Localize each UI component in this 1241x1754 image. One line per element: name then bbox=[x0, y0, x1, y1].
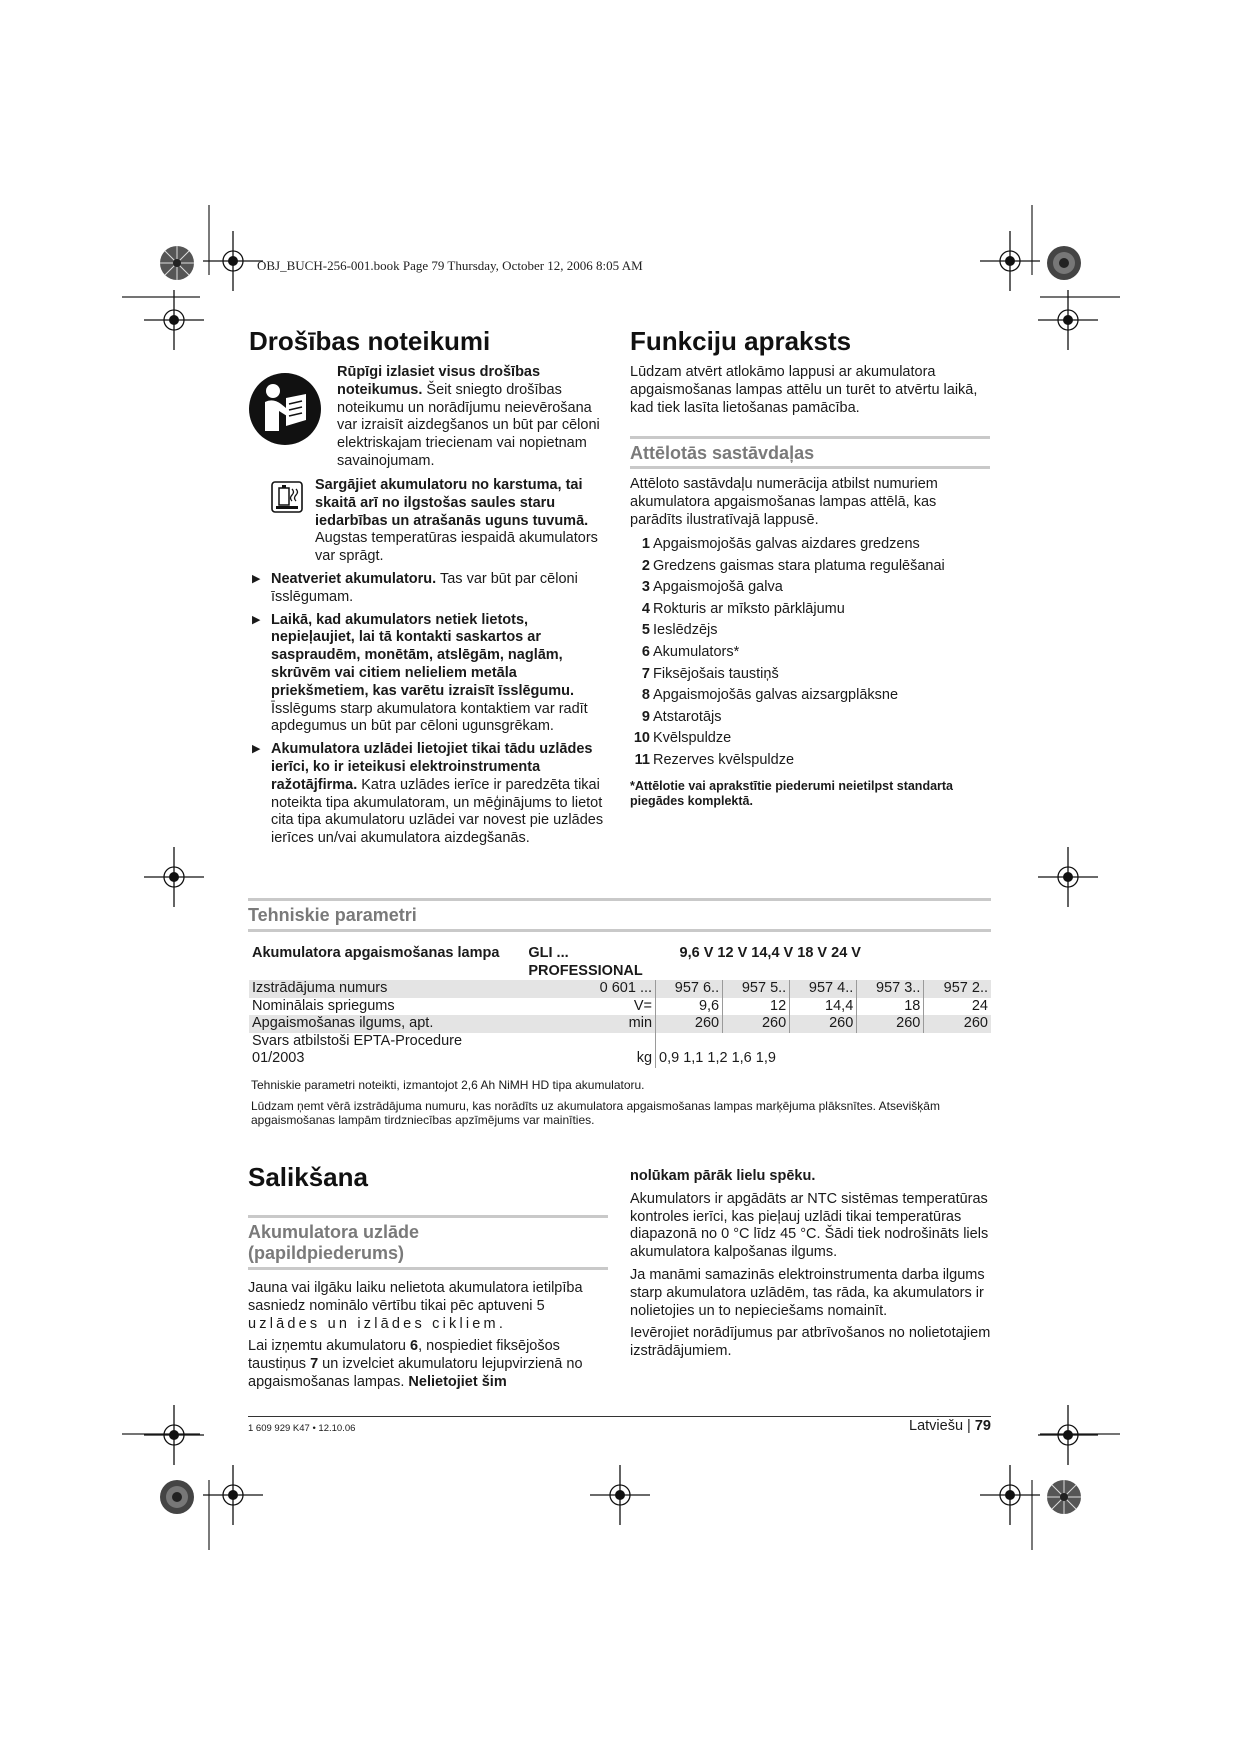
parts-item: 4 Rokturis ar mīksto pārklājumu bbox=[641, 600, 845, 617]
registration-mark-bottom-right bbox=[980, 1465, 1040, 1525]
parts-item: 7 Fiksējošais taustiņš bbox=[641, 665, 779, 682]
assembly-title: Salikšana bbox=[248, 1162, 368, 1192]
charging-text-right: nolūkam pārāk lielu spēku. Akumulators ir apgādāts ar NTC sistēmas temperatūras kontroles ierīci, kas pieļauj uzlādi tikai temperatūras diapazonā no 0 °C līdz 45 °C. Šādi tiek nodrošināts liels akumulatora kalpošanas ilgums. Ja manāmi samazinās elektroinstrumenta darba ilgums starp akumulatora uzlādēm, tas rāda, ka akumulators ir nolietojies un to nepieciešams nomainīt. Ievērojiet norādījumus par atbrīvošanos no nolietotajiem izstrādājumiem. bbox=[630, 1168, 991, 1360]
print-slug: OBJ_BUCH-256-001.book Page 79 Thursday, October 12, 2006 8:05 AM bbox=[257, 258, 643, 273]
tech-row: Nominālais spriegums V= 9,6 12 14,4 18 24 bbox=[249, 998, 991, 1016]
safety-bullet bbox=[251, 741, 611, 848]
tech-row: Apgaismošanas ilgums, apt. min 260 260 260 260 260 bbox=[249, 1015, 991, 1033]
safety-warning-text: Šeit sniegto drošības noteikumu un norādījumu neievērošana var izraisīt aizdegšanos un būt par cēloni elektriskajam triecienam vai nopietnam savainojumam. bbox=[337, 381, 600, 469]
footer-rule bbox=[248, 1416, 991, 1417]
read-manual-icon bbox=[248, 372, 322, 446]
registration-mark-left-lower bbox=[144, 1405, 204, 1465]
bullet-text: Tas var būt par cēloni īsslēgumam. bbox=[271, 571, 578, 605]
registration-mark-right-upper bbox=[1038, 290, 1098, 350]
tech-note-1: Tehniskie parametri noteikti, izmantojot 2,6 Ah NiMH HD tipa akumulatoru. bbox=[251, 1078, 645, 1092]
parts-item: 3 Apgaismojošā galva bbox=[641, 579, 783, 596]
registration-mark-left-upper bbox=[144, 290, 204, 350]
safety-title: Drošības noteikumi bbox=[249, 326, 491, 356]
registration-mark-right-lower bbox=[1038, 1405, 1098, 1465]
tech-voltage-header: 9,6 V 12 V 14,4 V 18 V 24 V bbox=[679, 945, 861, 961]
tech-model-label: GLI ... PROFESSIONAL bbox=[528, 945, 643, 979]
color-wheel-bottom-left bbox=[158, 1478, 196, 1516]
parts-footnote: *Attēlotie vai aprakstītie piederumi neietilpst standarta piegādes komplektā. bbox=[630, 779, 954, 808]
bullet-arrow-icon: ▶ bbox=[252, 613, 261, 626]
tech-rule-bottom bbox=[248, 929, 991, 932]
registration-mark-left-middle bbox=[144, 847, 204, 907]
parts-item: 11 Rezerves kvēlspuldze bbox=[634, 751, 795, 768]
safety-bullet bbox=[251, 612, 611, 737]
bullet-bold: Akumulatora uzlādei lietojiet tikai tādu uzlādes ierīci, ko ir ieteikusi elektroinstrumenta ražotājfirma. bbox=[271, 741, 593, 793]
parts-item: 8 Apgaismojošās galvas aizsargplāksne bbox=[641, 687, 899, 704]
color-wheel-top-right bbox=[1045, 244, 1083, 282]
parts-item: 2 Gredzens gaismas stara platuma regulēšanai bbox=[641, 557, 945, 574]
registration-mark-top-left bbox=[203, 231, 263, 291]
tech-rule-top bbox=[248, 898, 991, 901]
registration-mark-bottom-left bbox=[203, 1465, 263, 1525]
parts-item: 1 Apgaismojošās galvas aizdares gredzens bbox=[641, 536, 920, 552]
safety-warning-bold: Rūpīgi izlasiet visus drošības noteikumus. bbox=[337, 364, 541, 398]
registration-mark-right-middle bbox=[1038, 847, 1098, 907]
parts-item: 10 Kvēlspuldze bbox=[633, 730, 732, 747]
parts-heading: Attēlotās sastāvdaļas bbox=[630, 443, 815, 463]
color-wheel-bottom-right bbox=[1045, 1478, 1083, 1516]
safety-heat-warning bbox=[315, 477, 611, 566]
tech-row: Izstrādājuma numurs 0 601 ... 957 6.. 957 5.. 957 4.. 957 3.. 957 2.. bbox=[249, 980, 991, 998]
bullet-arrow-icon: ▶ bbox=[252, 573, 261, 585]
tech-header-row bbox=[249, 945, 991, 980]
color-wheel-top-left bbox=[158, 244, 196, 282]
registration-mark-top-right bbox=[980, 231, 1040, 291]
tech-table bbox=[249, 945, 991, 1068]
functions-intro: Lūdzam atvērt atlokāmo lappusi ar akumulatora apgaismošanas lampas attēlu un turēt to atvērtu laikā, kad tiek lasīta lietošanas pamācība. bbox=[630, 364, 978, 416]
bullet-bold: Laikā, kad akumulators netiek lietots, nepieļaujiet, lai tā kontakti saskartos ar saspraudēm, monētām, atslēgām, naglām, skrūvēm vai citiem nelieliem metāla priekšmetiem, kas varētu izraisīt īsslēgumu. bbox=[271, 611, 575, 699]
bullet-bold: Neatveriet akumulatoru. bbox=[271, 571, 437, 587]
bullet-text: Katra uzlādes ierīce ir paredzēta tikai noteikta tipa akumulatoram, un mēģinājums to lietot cita tipa akumulatoru uzlādei var novest pie uzlādes ierīces un/vai akumulatora aizdegšanās. bbox=[271, 776, 604, 847]
parts-list bbox=[630, 534, 990, 772]
tech-heading: Tehniskie parametri bbox=[248, 905, 417, 925]
footer-page: Latviešu | 79 bbox=[909, 1418, 991, 1434]
charging-rule-top bbox=[248, 1215, 608, 1218]
charging-heading: Akumulatora uzlāde (papildpiederums) bbox=[248, 1222, 420, 1263]
tech-product-label: Akumulatora apgaismošanas lampa bbox=[252, 945, 500, 961]
registration-mark-bottom-center bbox=[590, 1465, 650, 1525]
parts-rule-top bbox=[630, 436, 990, 439]
heat-battery-icon bbox=[270, 479, 310, 515]
charging-rule-bottom bbox=[248, 1267, 608, 1270]
safety-bullets bbox=[251, 571, 611, 853]
safety-heat-bold: Sargājiet akumulatoru no karstuma, tai skaitā arī no ilgstošas saules staru iedarbības un atrašanās uguns tuvumā. bbox=[315, 477, 589, 529]
parts-rule-bottom bbox=[630, 466, 990, 469]
tech-note-2: Lūdzam ņemt vērā izstrādājuma numuru, kas norādīts uz akumulatora apgaismošanas lampas marķējuma plāksnītes. Atsevišķām apgaismošanas lampām tirdzniecības apzīmējums var mainīties. bbox=[251, 1099, 940, 1127]
parts-item: 5 Ieslēdzējs bbox=[641, 622, 718, 639]
charging-text: Jauna vai ilgāku laiku nelietota akumulatora ietilpība sasniedz nominālo vērtību tikai pēc aptuveni 5 uzlādes un izlādes cikliem. Lai izņemtu akumulatoru 6, nospiediet fiksējošos taustiņus 7 un izvelciet akumulatoru lejupvirzienā no apgaismošanas lampas. Nelietojiet šim bbox=[248, 1280, 583, 1390]
tech-weight-row: Svars atbilstoši EPTA-Procedure 01/2003 kg 0,9 1,1 1,2 1,6 1,9 bbox=[249, 1033, 991, 1068]
parts-intro: Attēloto sastāvdaļu numerācija atbilst numuriem akumulatora apgaismošanas lampas attēlā, kas parādīts ilustratīvajā lappusē. bbox=[630, 476, 938, 528]
functions-title: Funkciju apraksts bbox=[630, 326, 852, 356]
parts-item: 6 Akumulators* bbox=[641, 643, 740, 660]
safety-heat-text: Augstas temperatūras iespaidā akumulators var sprāgt. bbox=[315, 530, 598, 565]
safety-bullet bbox=[251, 571, 611, 607]
footer-code: 1 609 929 K47 • 12.10.06 bbox=[248, 1423, 356, 1434]
bullet-text: Īsslēgums starp akumulatora kontaktiem var radīt apdegumus un būt par cēloni ugunsgrēkam. bbox=[271, 700, 588, 735]
safety-warning bbox=[337, 364, 609, 471]
bullet-arrow-icon: ▶ bbox=[252, 743, 261, 756]
parts-item: 9 Atstarotājs bbox=[641, 708, 722, 725]
